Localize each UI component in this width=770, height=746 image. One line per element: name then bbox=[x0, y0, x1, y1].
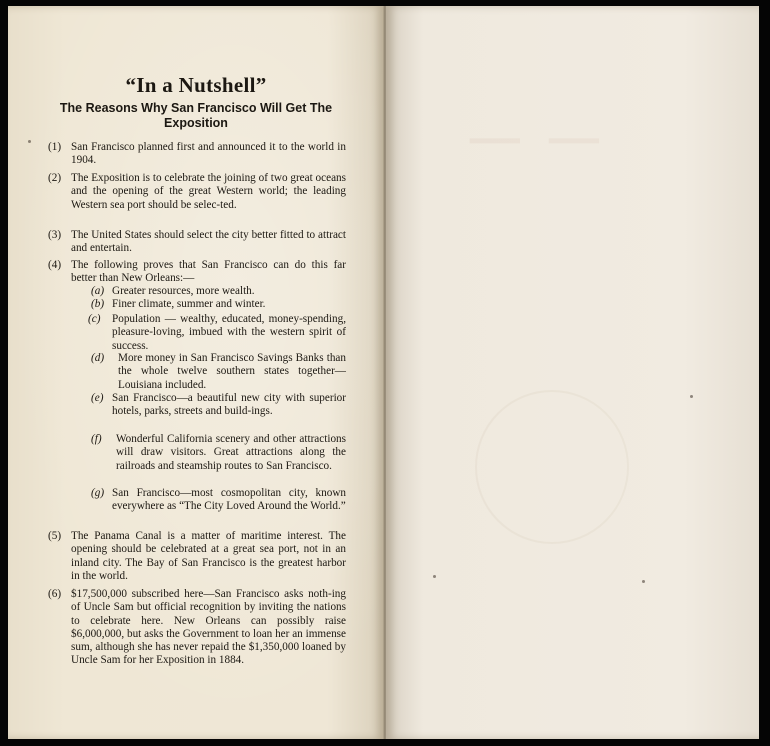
list-subitem: Greater resources, more wealth. bbox=[112, 285, 255, 297]
item-number: (1) bbox=[48, 141, 62, 153]
list-item: The Exposition is to celebrate the joining of two great oceans and the opening of the great Western world; the leading Western sea port should be selec-ted. bbox=[71, 172, 346, 211]
paper-speck bbox=[642, 580, 645, 583]
subitem-letter: (e) bbox=[91, 392, 104, 404]
list-subitem: Finer climate, summer and winter. bbox=[112, 298, 266, 310]
page-subtitle: The Reasons Why San Francisco Will Get The Exposition bbox=[59, 101, 333, 130]
item-number: (5) bbox=[48, 530, 62, 542]
paper-speck bbox=[433, 575, 436, 578]
item-number: (2) bbox=[48, 172, 62, 184]
subitem-letter: (b) bbox=[91, 298, 105, 310]
subitem-letter: (g) bbox=[91, 487, 105, 499]
list-subitem: San Francisco—a beautiful new city with superior hotels, parks, streets and build-ings. bbox=[112, 392, 346, 418]
paper-speck bbox=[690, 395, 693, 398]
list-item: $17,500,000 subscribed here—San Francisco asks noth-ing of Uncle Sam but official recognition by inviting the nations to celebrate here. New Orleans can possibly raise $6,000,000, but asks the Government to loan her an immense sum, although she has never repaid the $1,350,000 loaned by Uncle Sam for her Exposition in 1884. bbox=[71, 588, 346, 667]
item-number: (4) bbox=[48, 259, 62, 271]
list-subitem: Population — wealthy, educated, money-spending, pleasure-loving, imbued with the western spirit of success. bbox=[112, 313, 346, 352]
list-item: The following proves that San Francisco can do this far better than New Orleans:— bbox=[71, 259, 346, 285]
list-subitem: San Francisco—most cosmopolitan city, known everywhere as “The City Loved Around the World.” bbox=[112, 487, 346, 513]
item-number: (3) bbox=[48, 229, 62, 241]
list-subitem: Wonderful California scenery and other attractions will draw visitors. Great attractions along the railroads and steamship routes to San Francisco. bbox=[116, 433, 346, 472]
list-item: The Panama Canal is a matter of maritime interest. The opening should be celebrated at a great sea port, not in an inland city. The Bay of San Francisco is the greatest harbor in the world. bbox=[71, 530, 346, 582]
item-number: (6) bbox=[48, 588, 62, 600]
subitem-letter: (c) bbox=[88, 313, 101, 325]
subitem-letter: (f) bbox=[91, 433, 102, 445]
subitem-letter: (a) bbox=[91, 285, 105, 297]
list-item: San Francisco planned first and announced it to the world in 1904. bbox=[71, 141, 346, 167]
show-through-circle bbox=[475, 390, 629, 544]
page-title: “In a Nutshell” bbox=[125, 73, 267, 97]
subitem-letter: (d) bbox=[91, 352, 105, 364]
list-item: The United States should select the city better fitted to attract and entertain. bbox=[71, 229, 346, 255]
list-subitem: More money in San Francisco Savings Banks than the whole twelve southern states together— Louisiana included. bbox=[118, 352, 346, 391]
paper-speck bbox=[28, 140, 31, 143]
show-through-mark: ─ ─ bbox=[470, 101, 605, 178]
